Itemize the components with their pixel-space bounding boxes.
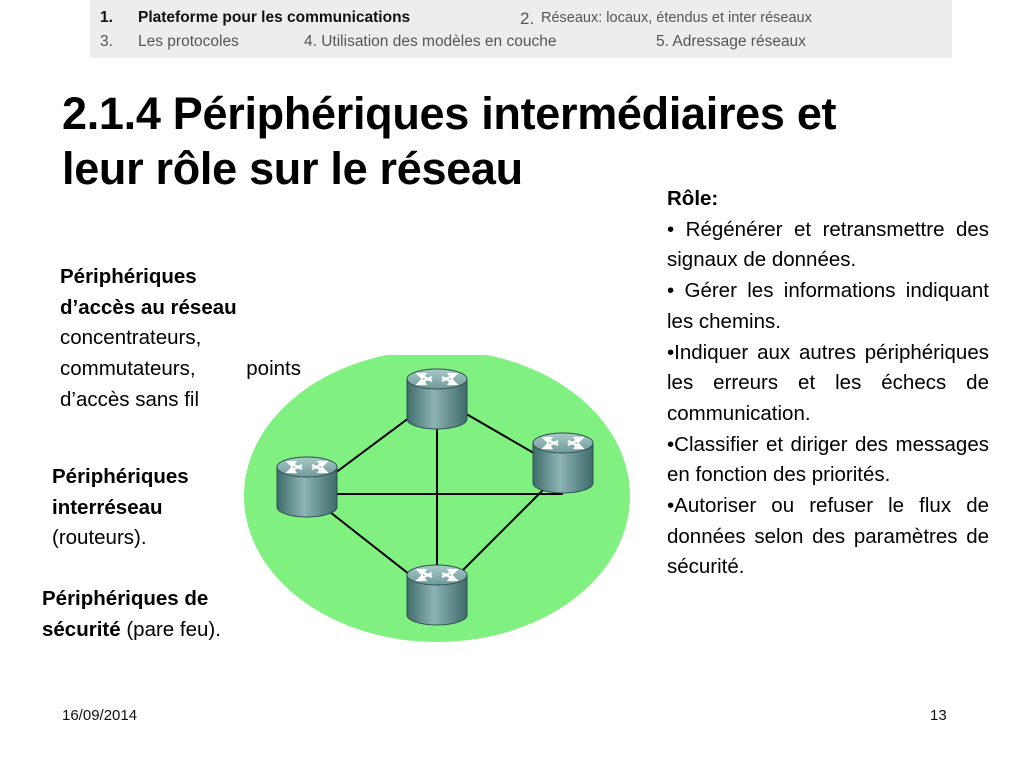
- router-icon[interactable]: [533, 433, 593, 493]
- access-devices-heading-1: Périphériques: [60, 265, 197, 288]
- nav-item-5[interactable]: 5. Adressage réseaux: [656, 33, 806, 50]
- security-devices-heading-2: sécurité: [42, 617, 121, 641]
- router-icon[interactable]: [277, 457, 337, 517]
- role-item: •Indiquer aux autres périphériques les erreurs et les échecs de communication.: [667, 340, 989, 425]
- nav-item-1[interactable]: Plateforme pour les communications: [138, 9, 411, 26]
- page-title: [62, 86, 992, 196]
- role-heading: Rôle:: [667, 187, 719, 210]
- access-devices-body: concentrateurs, commutateurs, points d’accès sans fil: [60, 326, 301, 411]
- router-icon[interactable]: [407, 369, 467, 429]
- slide-number: 13: [930, 707, 947, 724]
- role-item: • Gérer les informations indiquant les chemins.: [667, 279, 989, 333]
- network-diagram: [240, 355, 645, 655]
- internetwork-devices-body: (routeurs).: [52, 526, 147, 550]
- nav-item-1-number: 1.: [100, 9, 113, 26]
- security-devices-body: (pare feu).: [120, 617, 221, 641]
- page-title-line-1: 2.1.4 Périphériques intermédiaires et: [62, 88, 837, 139]
- nav-item-2-number: 2.: [520, 9, 535, 28]
- access-devices-heading-2: d’accès au réseau: [60, 295, 237, 319]
- nav-item-3[interactable]: Les protocoles: [138, 33, 239, 50]
- nav-item-4[interactable]: 4. Utilisation des modèles en couche: [304, 33, 557, 50]
- nav-item-3-number: 3.: [100, 33, 113, 50]
- role-item: •Autoriser ou refuser le flux de données selon des paramètres de sécurité.: [667, 494, 989, 579]
- role-item: •Classifier et diriger des messages en fonction des priorités.: [667, 432, 989, 487]
- section-navigation: [90, 0, 952, 58]
- role-item: • Régénérer et retransmettre des signaux de données.: [667, 217, 989, 272]
- slide-date: 16/09/2014: [62, 707, 138, 724]
- router-icon[interactable]: [407, 565, 467, 625]
- page-title-line-2: leur rôle sur le réseau: [62, 143, 523, 194]
- security-devices-heading-1: Périphériques de: [42, 587, 209, 610]
- internetwork-devices-heading-1: Périphériques: [52, 465, 189, 488]
- nav-item-2[interactable]: Réseaux: locaux, étendus et inter réseaux: [541, 10, 812, 26]
- internetwork-devices-text: [52, 462, 252, 554]
- role-description: [667, 184, 989, 583]
- internetwork-devices-heading-2: interréseau: [52, 495, 163, 519]
